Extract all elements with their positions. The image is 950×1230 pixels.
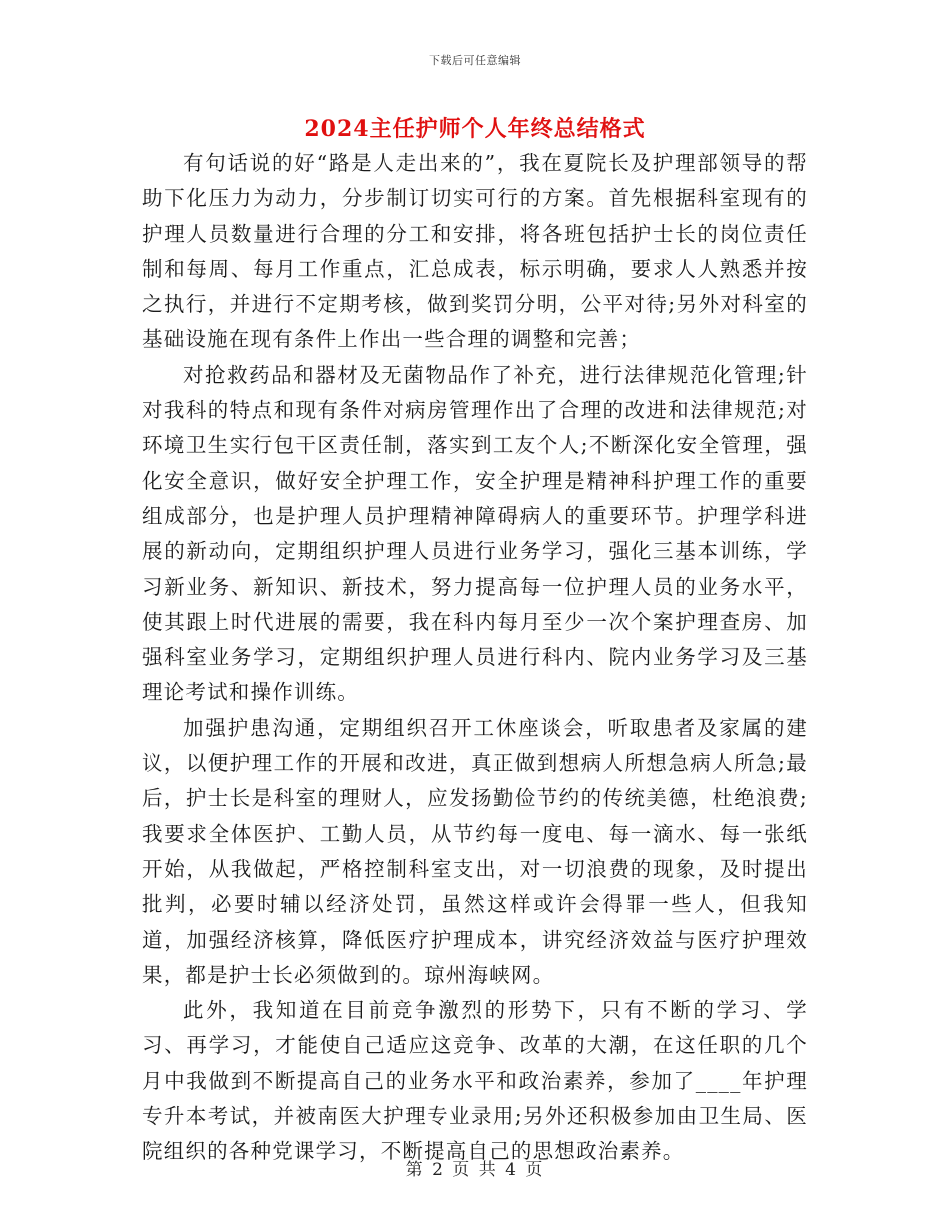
document-title: 2024主任护师个人年终总结格式 [304, 116, 646, 142]
document-body [142, 146, 808, 1170]
paragraph-1: 有句话说的好“路是人走出来的”，我在夏院长及护理部领导的帮助下化压力为动力，分步制订切实可行的方案。首先根据科室现有的护理人员数量进行合理的分工和安排，将各班包括护士长的岗位责任制和每周、每月工作重点，汇总成表，标示明确，要求人人熟悉并按之执行，并进行不定期考核，做到奖罚分明，公平对待;另外对科室的基础设施在现有条件上作出一些合理的调整和完善； [142, 151, 808, 352]
paragraph-3: 加强护患沟通，定期组织召开工休座谈会，听取患者及家属的建议，以便护理工作的开展和改进，真正做到想病人所想急病人所急;最后，护士长是科室的理财人，应发扬勤俭节约的传统美德，杜绝浪费;我要求全体医护、工勤人员，从节约每一度电、每一滴水、每一张纸开始，从我做起，严格控制科室支出，对一切浪费的现象，及时提出批判，必要时辅以经济处罚，虽然这样或许会得罪一些人，但我知道，加强经济核算，降低医疗护理成本，讲究经济效益与医疗护理效果，都是护士长必须做到的。琼州海峡网。 [142, 715, 808, 987]
paragraph-2: 对抢救药品和器材及无菌物品作了补充，进行法律规范化管理;针对我科的特点和现有条件对病房管理作出了合理的改进和法律规范;对环境卫生实行包干区责任制，落实到工友个人;不断深化安全管理，强化安全意识，做好安全护理工作，安全护理是精神科护理工作的重要组成部分，也是护理人员护理精神障碍病人的重要环节。护理学科进展的新动向，定期组织护理人员进行业务学习，强化三基本训练，学习新业务、新知识、新技术，努力提高每一位护理人员的业务水平，使其跟上时代进展的需要，我在科内每月至少一次个案护理查房、加强科室业务学习，定期组织护理人员进行科内、院内业务学习及三基理论考试和操作训练。 [142, 362, 808, 705]
header-note: 下载后可任意编辑 [429, 54, 521, 67]
paragraph-4: 此外，我知道在目前竞争激烈的形势下，只有不断的学习、学习、再学习，才能使自己适应这竞争、改革的大潮，在这任职的几个月中我做到不断提高自己的业务水平和政治素养，参加了____年护理专升本考试，并被南医大护理专业录用;另外还积极参加由卫生局、医院组织的各种党课学习，不断提高自己的思想政治素养。 [142, 998, 808, 1164]
page-number-footer: 第 2 页 共 4 页 [405, 1160, 545, 1180]
